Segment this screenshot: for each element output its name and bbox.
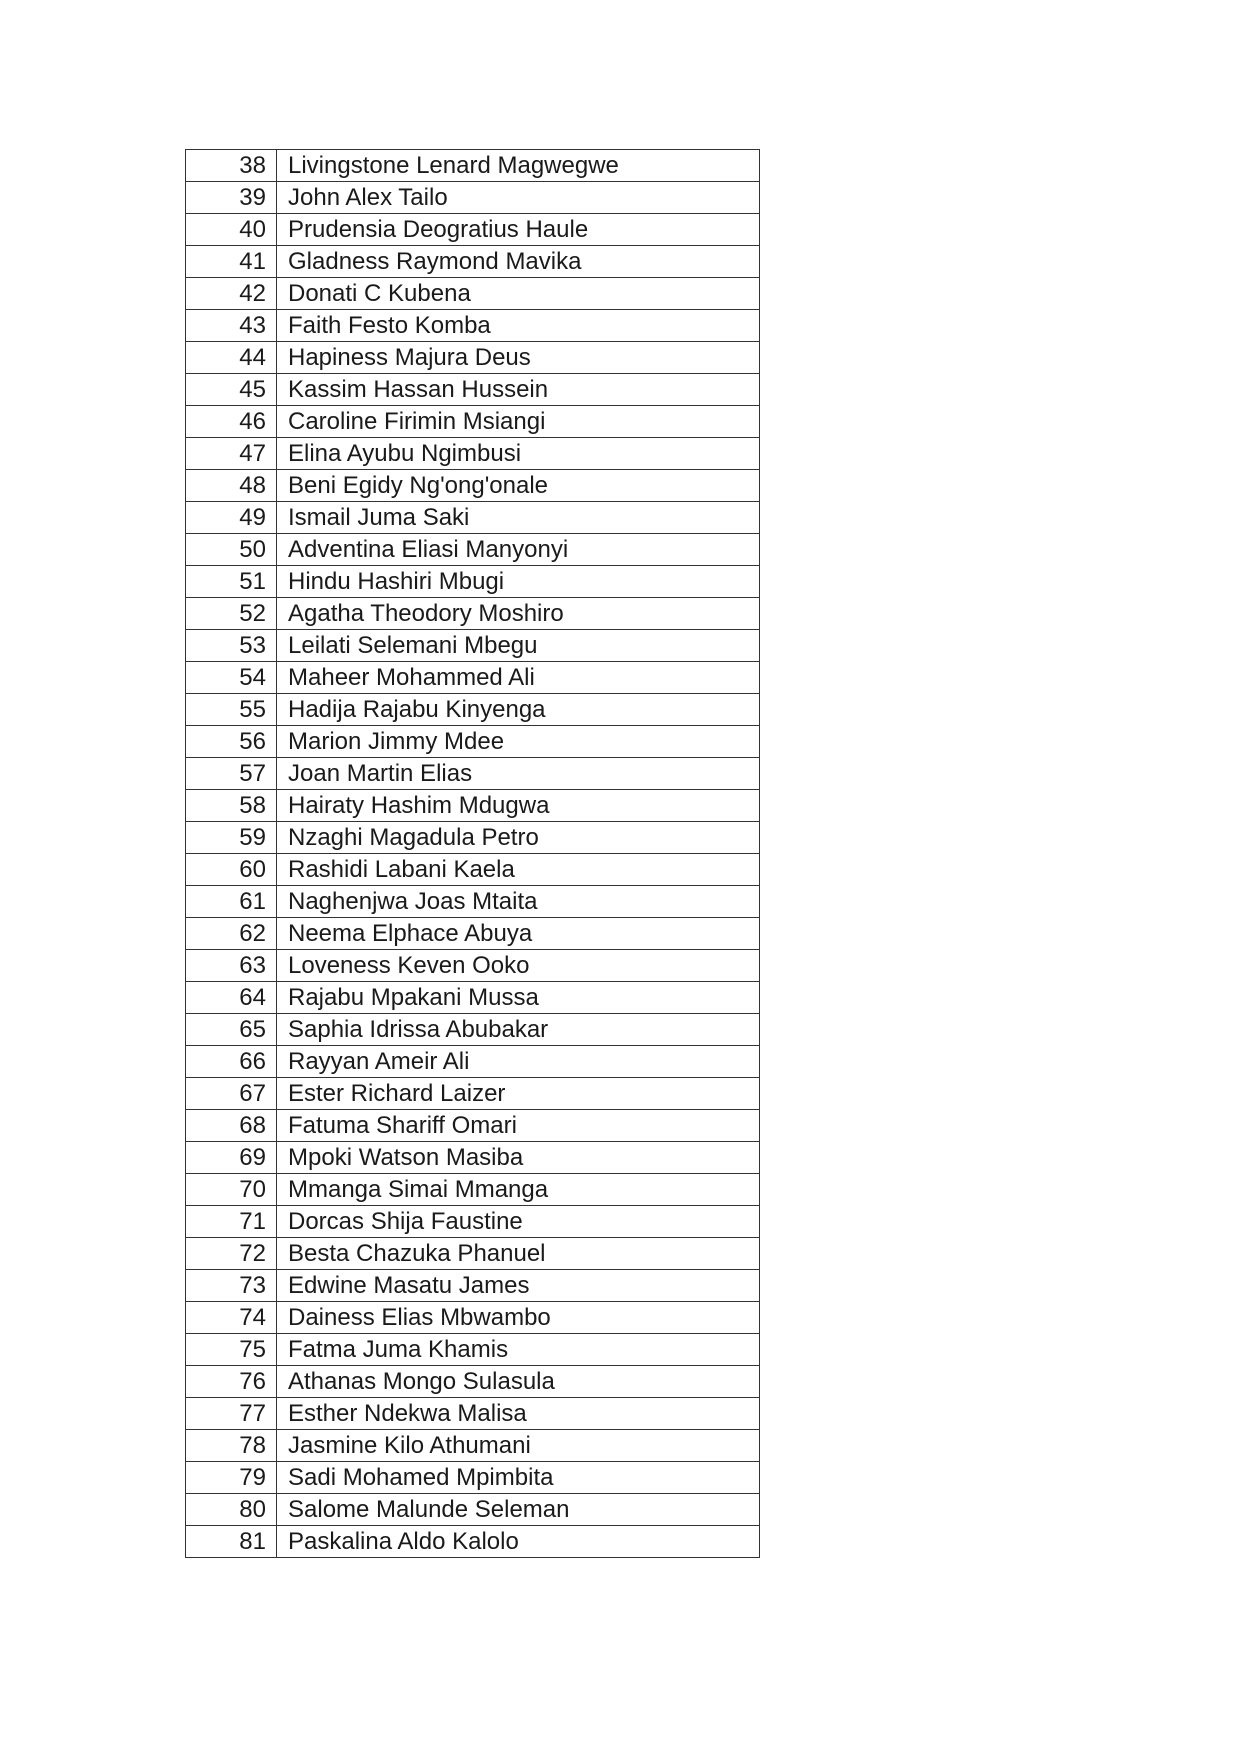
person-name: Hadija Rajabu Kinyenga: [277, 694, 760, 726]
row-number: 63: [186, 950, 277, 982]
table-row: [186, 758, 760, 790]
table-row: [186, 886, 760, 918]
row-number: 59: [186, 822, 277, 854]
row-number: 49: [186, 502, 277, 534]
person-name: Saphia Idrissa Abubakar: [277, 1014, 760, 1046]
row-number: 62: [186, 918, 277, 950]
row-number: 65: [186, 1014, 277, 1046]
row-number: 47: [186, 438, 277, 470]
row-number: 58: [186, 790, 277, 822]
row-number: 38: [186, 150, 277, 182]
person-name: Dorcas Shija Faustine: [277, 1206, 760, 1238]
person-name: Joan Martin Elias: [277, 758, 760, 790]
person-name: Neema Elphace Abuya: [277, 918, 760, 950]
person-name: Marion Jimmy Mdee: [277, 726, 760, 758]
row-number: 73: [186, 1270, 277, 1302]
table-row: [186, 598, 760, 630]
row-number: 51: [186, 566, 277, 598]
row-number: 46: [186, 406, 277, 438]
row-number: 69: [186, 1142, 277, 1174]
person-name: John Alex Tailo: [277, 182, 760, 214]
table-row: [186, 1430, 760, 1462]
names-table-body: [186, 150, 760, 1558]
row-number: 50: [186, 534, 277, 566]
person-name: Ismail Juma Saki: [277, 502, 760, 534]
table-row: [186, 566, 760, 598]
table-row: [186, 406, 760, 438]
person-name: Elina Ayubu Ngimbusi: [277, 438, 760, 470]
row-number: 42: [186, 278, 277, 310]
person-name: Hairaty Hashim Mdugwa: [277, 790, 760, 822]
table-row: [186, 1238, 760, 1270]
table-row: [186, 694, 760, 726]
table-row: [186, 790, 760, 822]
person-name: Besta Chazuka Phanuel: [277, 1238, 760, 1270]
table-row: [186, 1110, 760, 1142]
row-number: 55: [186, 694, 277, 726]
person-name: Donati C Kubena: [277, 278, 760, 310]
person-name: Faith Festo Komba: [277, 310, 760, 342]
table-row: [186, 438, 760, 470]
table-row: [186, 182, 760, 214]
person-name: Fatma Juma Khamis: [277, 1334, 760, 1366]
table-row: [186, 1206, 760, 1238]
row-number: 40: [186, 214, 277, 246]
person-name: Loveness Keven Ooko: [277, 950, 760, 982]
person-name: Adventina Eliasi Manyonyi: [277, 534, 760, 566]
table-row: [186, 1526, 760, 1558]
person-name: Hindu Hashiri Mbugi: [277, 566, 760, 598]
names-table: [185, 149, 760, 1558]
person-name: Kassim Hassan Hussein: [277, 374, 760, 406]
person-name: Naghenjwa Joas Mtaita: [277, 886, 760, 918]
table-row: [186, 150, 760, 182]
table-row: [186, 470, 760, 502]
table-row: [186, 1334, 760, 1366]
table-row: [186, 1078, 760, 1110]
table-row: [186, 854, 760, 886]
table-row: [186, 1270, 760, 1302]
person-name: Fatuma Shariff Omari: [277, 1110, 760, 1142]
table-row: [186, 1014, 760, 1046]
person-name: Leilati Selemani Mbegu: [277, 630, 760, 662]
table-row: [186, 630, 760, 662]
row-number: 54: [186, 662, 277, 694]
person-name: Rashidi Labani Kaela: [277, 854, 760, 886]
table-row: [186, 534, 760, 566]
row-number: 75: [186, 1334, 277, 1366]
table-row: [186, 1366, 760, 1398]
person-name: Agatha Theodory Moshiro: [277, 598, 760, 630]
table-row: [186, 1302, 760, 1334]
row-number: 78: [186, 1430, 277, 1462]
row-number: 70: [186, 1174, 277, 1206]
row-number: 53: [186, 630, 277, 662]
table-row: [186, 374, 760, 406]
row-number: 67: [186, 1078, 277, 1110]
row-number: 81: [186, 1526, 277, 1558]
row-number: 64: [186, 982, 277, 1014]
row-number: 76: [186, 1366, 277, 1398]
row-number: 45: [186, 374, 277, 406]
table-row: [186, 822, 760, 854]
person-name: Athanas Mongo Sulasula: [277, 1366, 760, 1398]
person-name: Esther Ndekwa Malisa: [277, 1398, 760, 1430]
row-number: 68: [186, 1110, 277, 1142]
row-number: 48: [186, 470, 277, 502]
person-name: Mpoki Watson Masiba: [277, 1142, 760, 1174]
row-number: 66: [186, 1046, 277, 1078]
table-row: [186, 982, 760, 1014]
person-name: Dainess Elias Mbwambo: [277, 1302, 760, 1334]
person-name: Sadi Mohamed Mpimbita: [277, 1462, 760, 1494]
table-row: [186, 1462, 760, 1494]
row-number: 60: [186, 854, 277, 886]
table-row: [186, 1142, 760, 1174]
person-name: Nzaghi Magadula Petro: [277, 822, 760, 854]
person-name: Rayyan Ameir Ali: [277, 1046, 760, 1078]
table-row: [186, 918, 760, 950]
table-row: [186, 502, 760, 534]
table-row: [186, 1494, 760, 1526]
person-name: Salome Malunde Seleman: [277, 1494, 760, 1526]
person-name: Caroline Firimin Msiangi: [277, 406, 760, 438]
row-number: 44: [186, 342, 277, 374]
person-name: Rajabu Mpakani Mussa: [277, 982, 760, 1014]
row-number: 61: [186, 886, 277, 918]
table-row: [186, 246, 760, 278]
table-row: [186, 214, 760, 246]
person-name: Edwine Masatu James: [277, 1270, 760, 1302]
table-row: [186, 950, 760, 982]
person-name: Ester Richard Laizer: [277, 1078, 760, 1110]
row-number: 74: [186, 1302, 277, 1334]
person-name: Prudensia Deogratius Haule: [277, 214, 760, 246]
table-row: [186, 310, 760, 342]
row-number: 72: [186, 1238, 277, 1270]
row-number: 52: [186, 598, 277, 630]
person-name: Hapiness Majura Deus: [277, 342, 760, 374]
table-row: [186, 726, 760, 758]
row-number: 41: [186, 246, 277, 278]
person-name: Paskalina Aldo Kalolo: [277, 1526, 760, 1558]
row-number: 57: [186, 758, 277, 790]
table-row: [186, 342, 760, 374]
person-name: Beni Egidy Ng'ong'onale: [277, 470, 760, 502]
person-name: Livingstone Lenard Magwegwe: [277, 150, 760, 182]
person-name: Maheer Mohammed Ali: [277, 662, 760, 694]
row-number: 39: [186, 182, 277, 214]
table-row: [186, 1046, 760, 1078]
row-number: 77: [186, 1398, 277, 1430]
person-name: Mmanga Simai Mmanga: [277, 1174, 760, 1206]
person-name: Jasmine Kilo Athumani: [277, 1430, 760, 1462]
person-name: Gladness Raymond Mavika: [277, 246, 760, 278]
row-number: 43: [186, 310, 277, 342]
table-row: [186, 278, 760, 310]
table-row: [186, 1398, 760, 1430]
table-row: [186, 1174, 760, 1206]
table-row: [186, 662, 760, 694]
row-number: 79: [186, 1462, 277, 1494]
row-number: 71: [186, 1206, 277, 1238]
row-number: 56: [186, 726, 277, 758]
row-number: 80: [186, 1494, 277, 1526]
